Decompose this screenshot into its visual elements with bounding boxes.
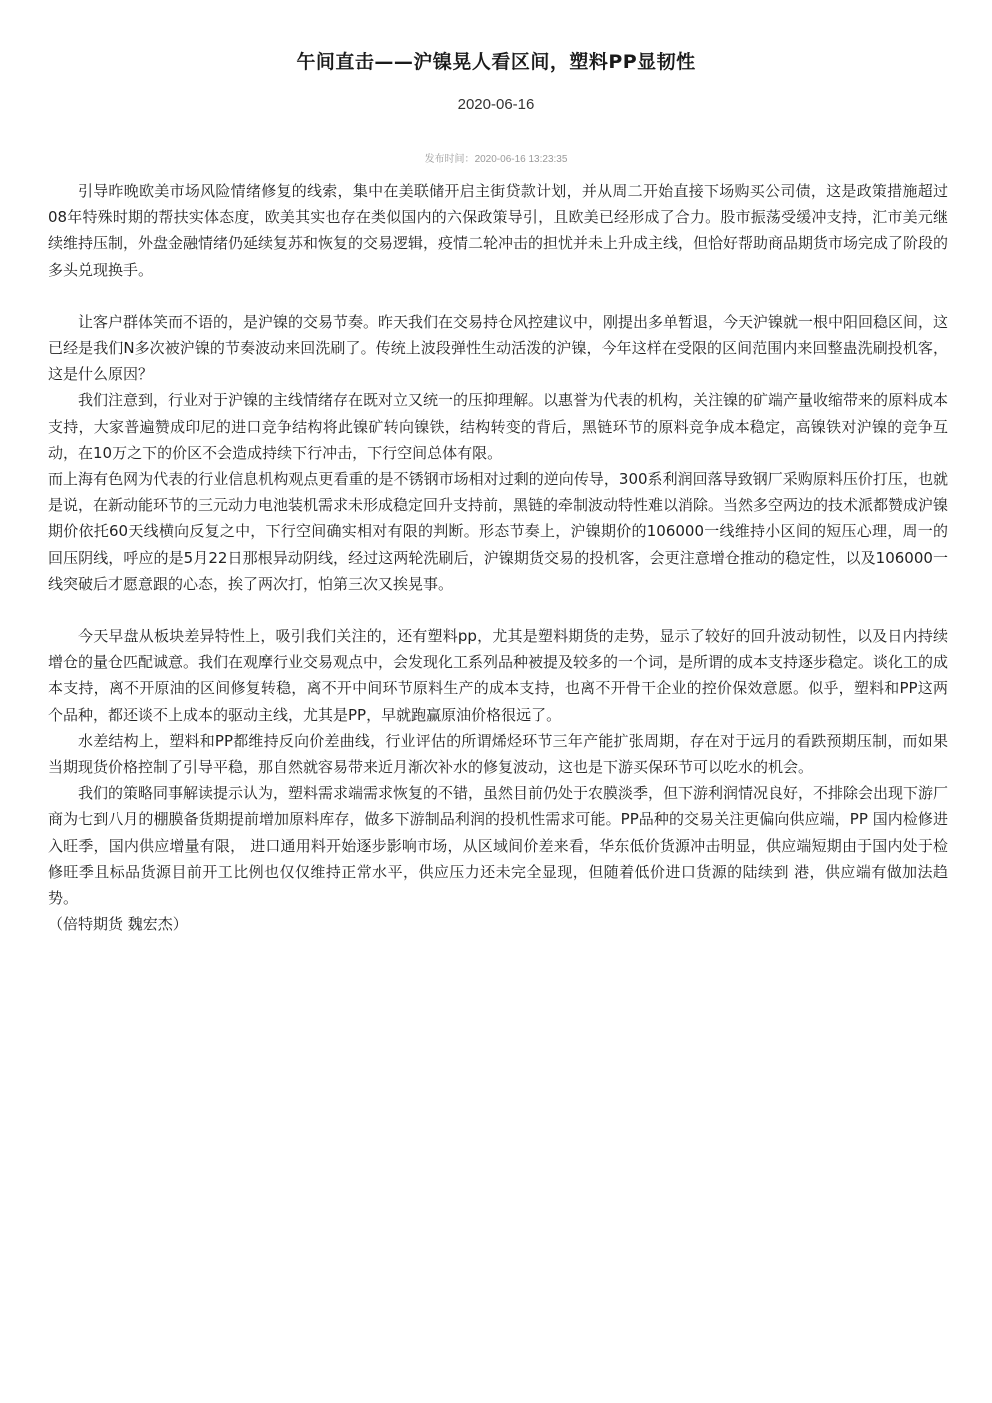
paragraph-gap [48, 597, 948, 623]
paragraph: 引导昨晚欧美市场风险情绪修复的线索，集中在美联储开启主街贷款计划，并从周二开始直接下场购买公司债，这是政策措施超过08年特殊时期的帮扶实体态度，欧美其实也存在类似国内的六保政策导引，且欧美已经形成了合力。股市振荡受缓冲支持，汇市美元继续维持压制，外盘金融情绪仍延续复苏和恢复的交易逻辑，疫情二轮冲击的担忧并未上升成主线，但恰好帮助商品期货市场完成了阶段的多头兑现换手。 [48, 182, 949, 279]
paragraph: 我们的策略同事解读提示认为，塑料需求端需求恢复的不错，虽然目前仍处于农膜淡季，但下游利润情况良好，不排除会出现下游厂商为七到八月的棚膜备货期提前增加原料库存，做多下游制品利润的投机性需求可能。PP品种的交易关注更偏向供应端，PP 国内检修进入旺季，国内供应增量有限， 进口通用料开始逐步影响市场，从区域间价差来看，华东低价货源冲击明显，供应端短期由于国内处于检修旺季且标品货源目前开工比例也仅仅维持正常水平，供应压力还未完全显现，但随着低价进口货源的陆续到 港，供应端有做加法趋势。 [48, 784, 949, 908]
paragraph: 今天早盘从板块差异特性上，吸引我们关注的，还有塑料pp，尤其是塑料期货的走势，显示了较好的回升波动韧性，以及日内持续增仓的量仓匹配诚意。我们在观摩行业交易观点中，会发现化工系列品种被提及较多的一个词，是所谓的成本支持逐步稳定。谈化工的成本支持，离不开原油的区间修复转稳，离不开中间环节原料生产的成本支持，也离不开骨干企业的控价保效意愿。似乎，塑料和PP这两个品种，都还谈不上成本的驱动主线，尤其是PP，早就跑赢原油价格很远了。 [48, 627, 949, 724]
paragraph: 我们注意到，行业对于沪镍的主线情绪存在既对立又统一的压抑理解。以惠誉为代表的机构，关注镍的矿端产量收缩带来的原料成本支持，大家普遍赞成印尼的进口竞争结构将此镍矿转向镍铁，结构转变的背后，黑链环节的原料竞争成本稳定，高镍铁对沪镍的竞争互动，在10万之下的价区不会造成持续下行冲击，下行空间总体有限。 [48, 391, 949, 462]
publish-time-label: 发布时间： [424, 154, 475, 165]
publish-time-value: 2020-06-16 13:23:35 [474, 154, 568, 165]
article-signature: （倍特期货 魏宏杰） [48, 915, 188, 934]
paragraph: 而上海有色网为代表的行业信息机构观点更看重的是不锈钢市场相对过剩的逆向传导，300系利润回落导致钢厂采购原料压价打压，也就是说，在新动能环节的三元动力电池装机需求未形成稳定回升支持前，黑链的牵制波动特性难以消除。当然多空两边的技术派都赞成沪镍期价依托60天线横向反复之中，下行空间确实相对有限的判断。形态节奏上，沪镍期价的106000一线维持小区间的短压心理，周一的回压阴线，呼应的是5月22日那根异动阴线，经过这两轮洗刷后，沪镍期货交易的投机客，会更注意增仓推动的稳定性，以及106000一线突破后才愿意跟的心态，挨了两次打，怕第三次又挨晃事。 [48, 470, 949, 593]
paragraph-gap [48, 283, 948, 309]
paragraph: 让客户群体笑而不语的，是沪镍的交易节奏。昨天我们在交易持仓风控建议中，刚提出多单暂退，今天沪镍就一根中阳回稳区间，这已经是我们N多次被沪镍的节奏波动来回洗刷了。传统上波段弹性生动活泼的沪镍，今年这样在受限的区间范围内来回整蛊洗刷投机客，这是什么原因？ [48, 312, 949, 384]
paragraph: 水差结构上，塑料和PP都维持反向价差曲线，行业评估的所谓烯烃环节三年产能扩张周期，存在对于远月的看跌预期压制，而如果当期现货价格控制了引导平稳，那自然就容易带来近月渐次补水的修复波动，这也是下游买保环节可以吃水的机会。 [48, 731, 948, 777]
article-date: 2020-06-16 [457, 96, 535, 113]
article-body [48, 178, 948, 937]
publish-time-line [0, 150, 992, 165]
article-title: 午间直击——沪镍晃人看区间，塑料PP显韧性 [296, 51, 696, 73]
